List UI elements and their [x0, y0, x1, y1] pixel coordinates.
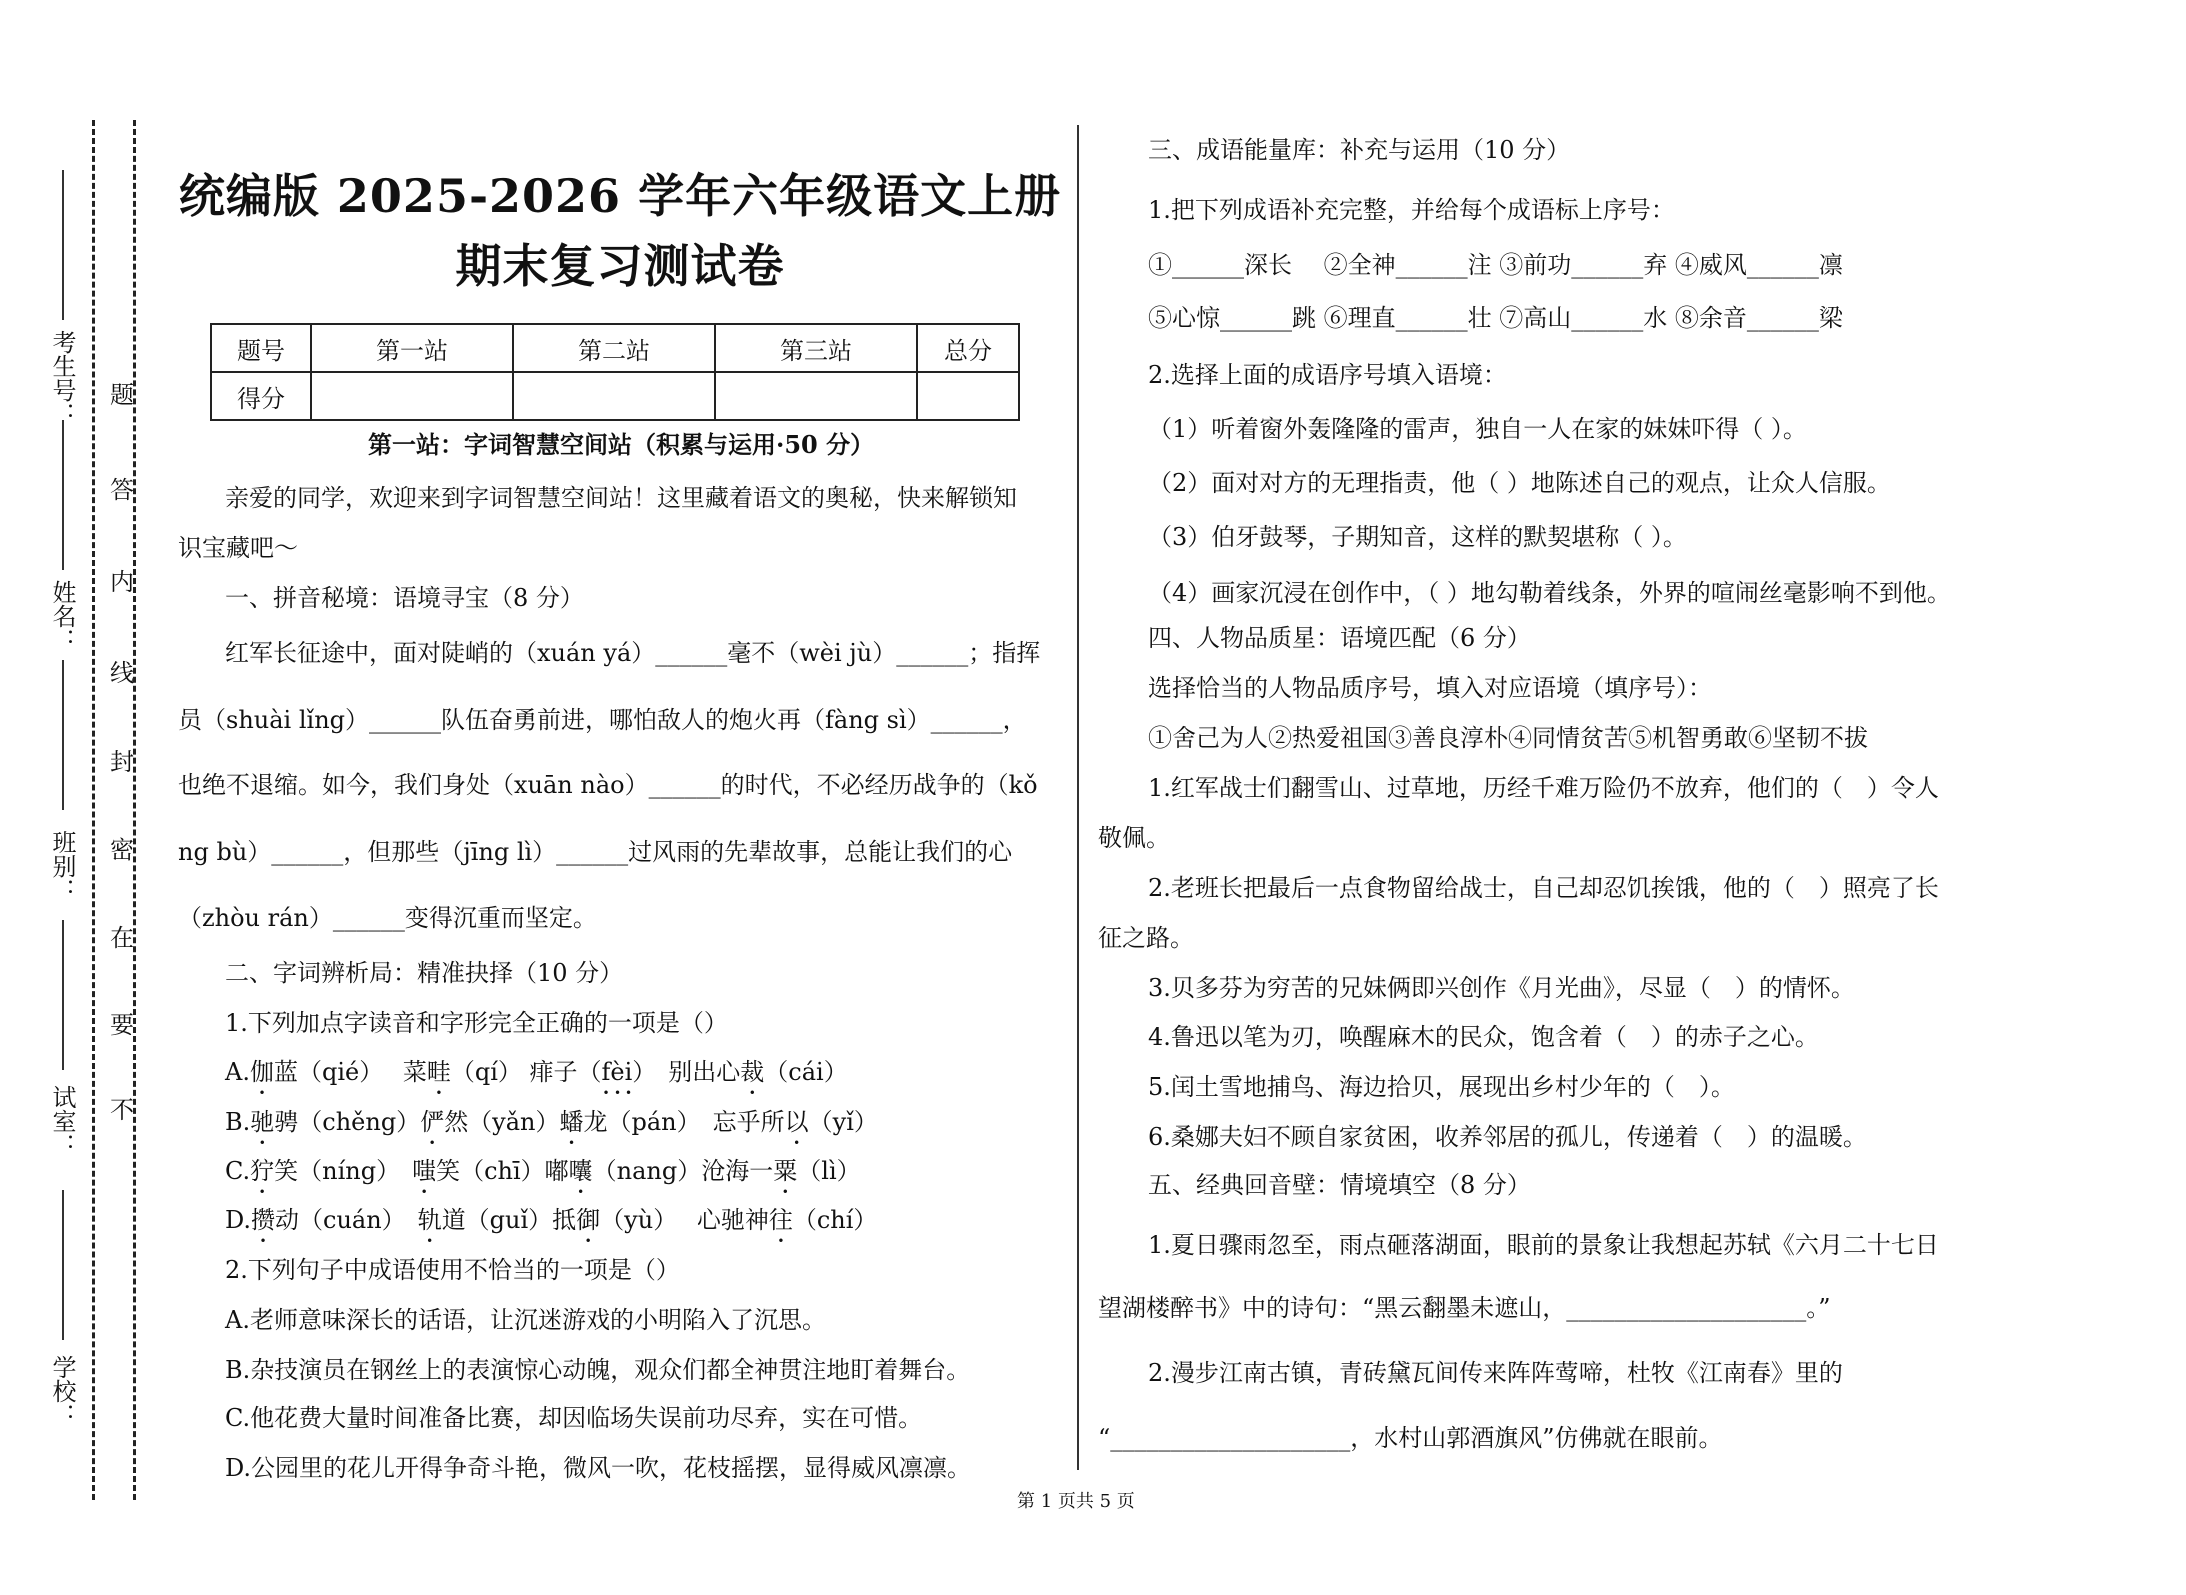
context-item: “____________________，水村山郭酒旗风”仿佛就在眼前。: [1098, 1424, 1723, 1452]
question: 1.把下列成语补充完整，并给每个成语标上序号：: [1148, 196, 1675, 224]
candidate-number-field[interactable]: [62, 170, 64, 320]
label-name: 姓名：: [48, 580, 76, 652]
option-text: 蓝（qié） 菜: [273, 1058, 427, 1086]
idiom-row: ⑤心惊______跳 ⑥理直______壮 ⑦高山______水 ⑧余音______梁: [1148, 304, 1843, 332]
option-text: ） 别出心: [632, 1058, 741, 1086]
option-c[interactable]: C.他花费大量时间准备比赛，却因临场失误前功尽弃，实在可惜。: [225, 1404, 923, 1432]
question: 2.选择上面的成语序号填入语境：: [1148, 361, 1507, 389]
dotted-char: 驰: [250, 1108, 275, 1136]
dotted-char: 往: [768, 1206, 793, 1234]
dotted-char: 俨: [420, 1108, 445, 1136]
context-item: 望湖楼醉书》中的诗句：“黑云翻墨未遮山，____________________。”: [1098, 1294, 1831, 1322]
option-d[interactable]: [225, 1205, 877, 1248]
station-title: 第一站：字词智慧空间站（积累与运用·50 分）: [368, 430, 875, 459]
seal-char: 封: [110, 748, 134, 776]
context-item: 4.鲁迅以笔为刃，唤醒麻木的民众，饱含着（ ）的赤子之心。: [1148, 1023, 1819, 1051]
context-item: （1）听着窗外轰隆隆的雷声，独自一人在家的妹妹吓得（ ）。: [1148, 415, 1807, 443]
option-text: C.: [225, 1157, 251, 1185]
section-title: 一、拼音秘境：语境寻宝（8 分）: [225, 584, 584, 612]
option-text: A.: [225, 1058, 250, 1086]
passage-line: （zhòu rán）______变得沉重而坚定。: [178, 904, 597, 932]
dotted-char: 轨: [417, 1206, 442, 1234]
dotted-char: fèi: [601, 1058, 633, 1086]
score-header-cell: 第二站: [513, 324, 715, 372]
option-text: （nang）沧海一: [592, 1157, 774, 1185]
option-text: 动（cuán）: [275, 1206, 418, 1234]
page-title-line1: 统编版 2025-2026 学年六年级语文上册: [178, 169, 1062, 223]
context-item: 1.红军战士们翻雪山、过草地，历经千难万险仍不放弃，他们的（ ）令人: [1148, 774, 1939, 802]
score-cell[interactable]: [513, 372, 715, 420]
dotted-char: 以: [784, 1108, 809, 1136]
section-title: 二、字词辨析局：精准抉择（10 分）: [225, 959, 624, 987]
context-item: 2.老班长把最后一点食物留给战士，自己却忍饥挨饿，他的（ ）照亮了长: [1148, 874, 1939, 902]
score-header-cell: 第一站: [311, 324, 513, 372]
dotted-char: 伽: [249, 1058, 274, 1086]
context-item: 5.闰土雪地捕鸟、海边拾贝，展现出乡村少年的（ ）。: [1148, 1073, 1735, 1101]
binding-dashed-line-left: [92, 120, 95, 1500]
dotted-char: 嗤: [412, 1157, 437, 1185]
seal-char: 题: [110, 381, 134, 409]
seal-char: 答: [110, 476, 134, 504]
option-text: （yǐ）: [808, 1108, 878, 1136]
context-item: 2.漫步江南古镇，青砖黛瓦间传来阵阵莺啼，杜牧《江南春》里的: [1148, 1359, 1843, 1387]
seal-char: 不: [110, 1096, 134, 1124]
option-text: 道（guǐ）抵: [441, 1206, 577, 1234]
idiom-row: ①______深长 ②全神______注 ③前功______弃 ④威风______凛: [1148, 251, 1843, 279]
intro-line: 亲爱的同学，欢迎来到字词智慧空间站！这里藏着语文的奥秘，快来解锁知: [225, 484, 1017, 512]
option-a[interactable]: A.老师意味深长的话语，让沉迷游戏的小明陷入了沉思。: [225, 1306, 826, 1334]
option-c[interactable]: [225, 1156, 861, 1199]
option-text: 笑（chī）嘟: [436, 1157, 569, 1185]
context-item: 6.桑娜夫妇不顾自家贫困，收养邻居的孤儿，传递着（ ）的温暖。: [1148, 1123, 1867, 1151]
question: 2.下列句子中成语使用不恰当的一项是（）: [225, 1256, 680, 1284]
context-item: 征之路。: [1098, 924, 1194, 952]
label-candidate-number: 考生号：: [48, 330, 76, 426]
score-header-cell: 总分: [917, 324, 1019, 372]
intro-line: 识宝藏吧～: [178, 534, 298, 562]
passage-line: 也绝不退缩。如今，我们身处（xuān nào）______的时代，不必经历战争的（kǒ: [178, 771, 1038, 799]
instruction: 选择恰当的人物品质序号，填入对应语境（填序号）：: [1148, 674, 1712, 702]
context-item: （3）伯牙鼓琴，子期知音，这样的默契堪称（ ）。: [1148, 523, 1687, 551]
option-text: （lì）: [797, 1157, 861, 1185]
school-field[interactable]: [62, 1190, 64, 1340]
option-text: 笑（níng）: [274, 1157, 413, 1185]
option-text: 骋（chěng）: [274, 1108, 421, 1136]
passage-line: ng bù）______，但那些（jīng lì）______过风雨的先辈故事，总能让我们的心: [178, 838, 1013, 866]
option-text: （chí）: [792, 1206, 878, 1234]
context-item: 敬佩。: [1098, 824, 1170, 852]
section-title: 四、人物品质星：语境匹配（6 分）: [1148, 624, 1531, 652]
label-school: 学校：: [48, 1355, 76, 1427]
dotted-char: 粟: [773, 1157, 798, 1185]
option-text: （yù） 心驰神: [600, 1206, 769, 1234]
context-item: （2）面对对方的无理指责，他（ ）地陈述自己的观点，让众人信服。: [1148, 469, 1891, 497]
score-row-label: 得分: [211, 372, 311, 420]
dotted-char: 御: [576, 1206, 601, 1234]
score-cell[interactable]: [715, 372, 917, 420]
passage-line: 红军长征途中，面对陡峭的（xuán yá）______毫不（wèi jù）______；指挥: [225, 639, 1041, 667]
context-item: 1.夏日骤雨忽至，雨点砸落湖面，眼前的景象让我想起苏轼《六月二十七日: [1148, 1231, 1939, 1259]
option-text: （qí） 痱子（: [450, 1058, 602, 1086]
score-table: [210, 323, 1020, 421]
score-cell[interactable]: [917, 372, 1019, 420]
option-text: 然（yǎn）: [444, 1108, 560, 1136]
context-item: 3.贝多芬为穷苦的兄妹俩即兴创作《月光曲》，尽显（ ）的情怀。: [1148, 974, 1855, 1002]
seal-char: 在: [110, 924, 134, 952]
label-class: 班别：: [48, 830, 76, 902]
dotted-char: 裁: [740, 1058, 765, 1086]
option-text: 龙（pán） 忘乎所: [583, 1108, 785, 1136]
page-title-line2: 期末复习测试卷: [455, 239, 785, 293]
option-b[interactable]: [225, 1107, 878, 1150]
question: 1.下列加点字读音和字形完全正确的一项是（）: [225, 1009, 728, 1037]
name-field[interactable]: [62, 420, 64, 570]
option-b[interactable]: B.杂技演员在钢丝上的表演惊心动魄，观众们都全神贯注地盯着舞台。: [225, 1356, 971, 1384]
dotted-char: 畦: [426, 1058, 451, 1086]
seal-char: 密: [110, 836, 134, 864]
column-divider: [1077, 125, 1079, 1470]
exam-room-field[interactable]: [62, 920, 64, 1070]
score-cell[interactable]: [311, 372, 513, 420]
binding-dashed-line-right: [133, 120, 136, 1500]
score-header-cell: 题号: [211, 324, 311, 372]
dotted-char: 蟠: [559, 1108, 584, 1136]
option-text: B.: [225, 1108, 251, 1136]
dotted-char: 囔: [568, 1157, 593, 1185]
dotted-char: 狞: [250, 1157, 275, 1185]
option-text: （cái）: [764, 1058, 848, 1086]
quality-options: ①舍己为人②热爱祖国③善良淳朴④同情贫苦⑤机智勇敢⑥坚韧不拔: [1148, 724, 1868, 752]
seal-char: 内: [110, 568, 134, 596]
seal-char: 线: [110, 659, 134, 687]
section-title: 三、成语能量库：补充与运用（10 分）: [1148, 136, 1571, 164]
label-exam-room: 试室：: [48, 1085, 76, 1157]
option-text: D.: [225, 1206, 252, 1234]
score-header-cell: 第三站: [715, 324, 917, 372]
section-title: 五、经典回音壁：情境填空（8 分）: [1148, 1171, 1531, 1199]
context-item: （4）画家沉浸在创作中，（ ）地勾勒着线条，外界的喧闹丝毫影响不到他。: [1148, 579, 1951, 607]
passage-line: 员（shuài lǐng）______队伍奋勇前进，哪怕敌人的炮火再（fàng sì）______，: [178, 706, 1027, 734]
option-a[interactable]: [225, 1057, 848, 1100]
option-d[interactable]: D.公园里的花儿开得争奇斗艳，微风一吹，花枝摇摆，显得威风凛凛。: [225, 1454, 972, 1482]
seal-char: 要: [110, 1011, 134, 1039]
class-field[interactable]: [62, 660, 64, 810]
page-number: 第 1 页共 5 页: [1017, 1491, 1135, 1512]
dotted-char: 攒: [251, 1206, 276, 1234]
